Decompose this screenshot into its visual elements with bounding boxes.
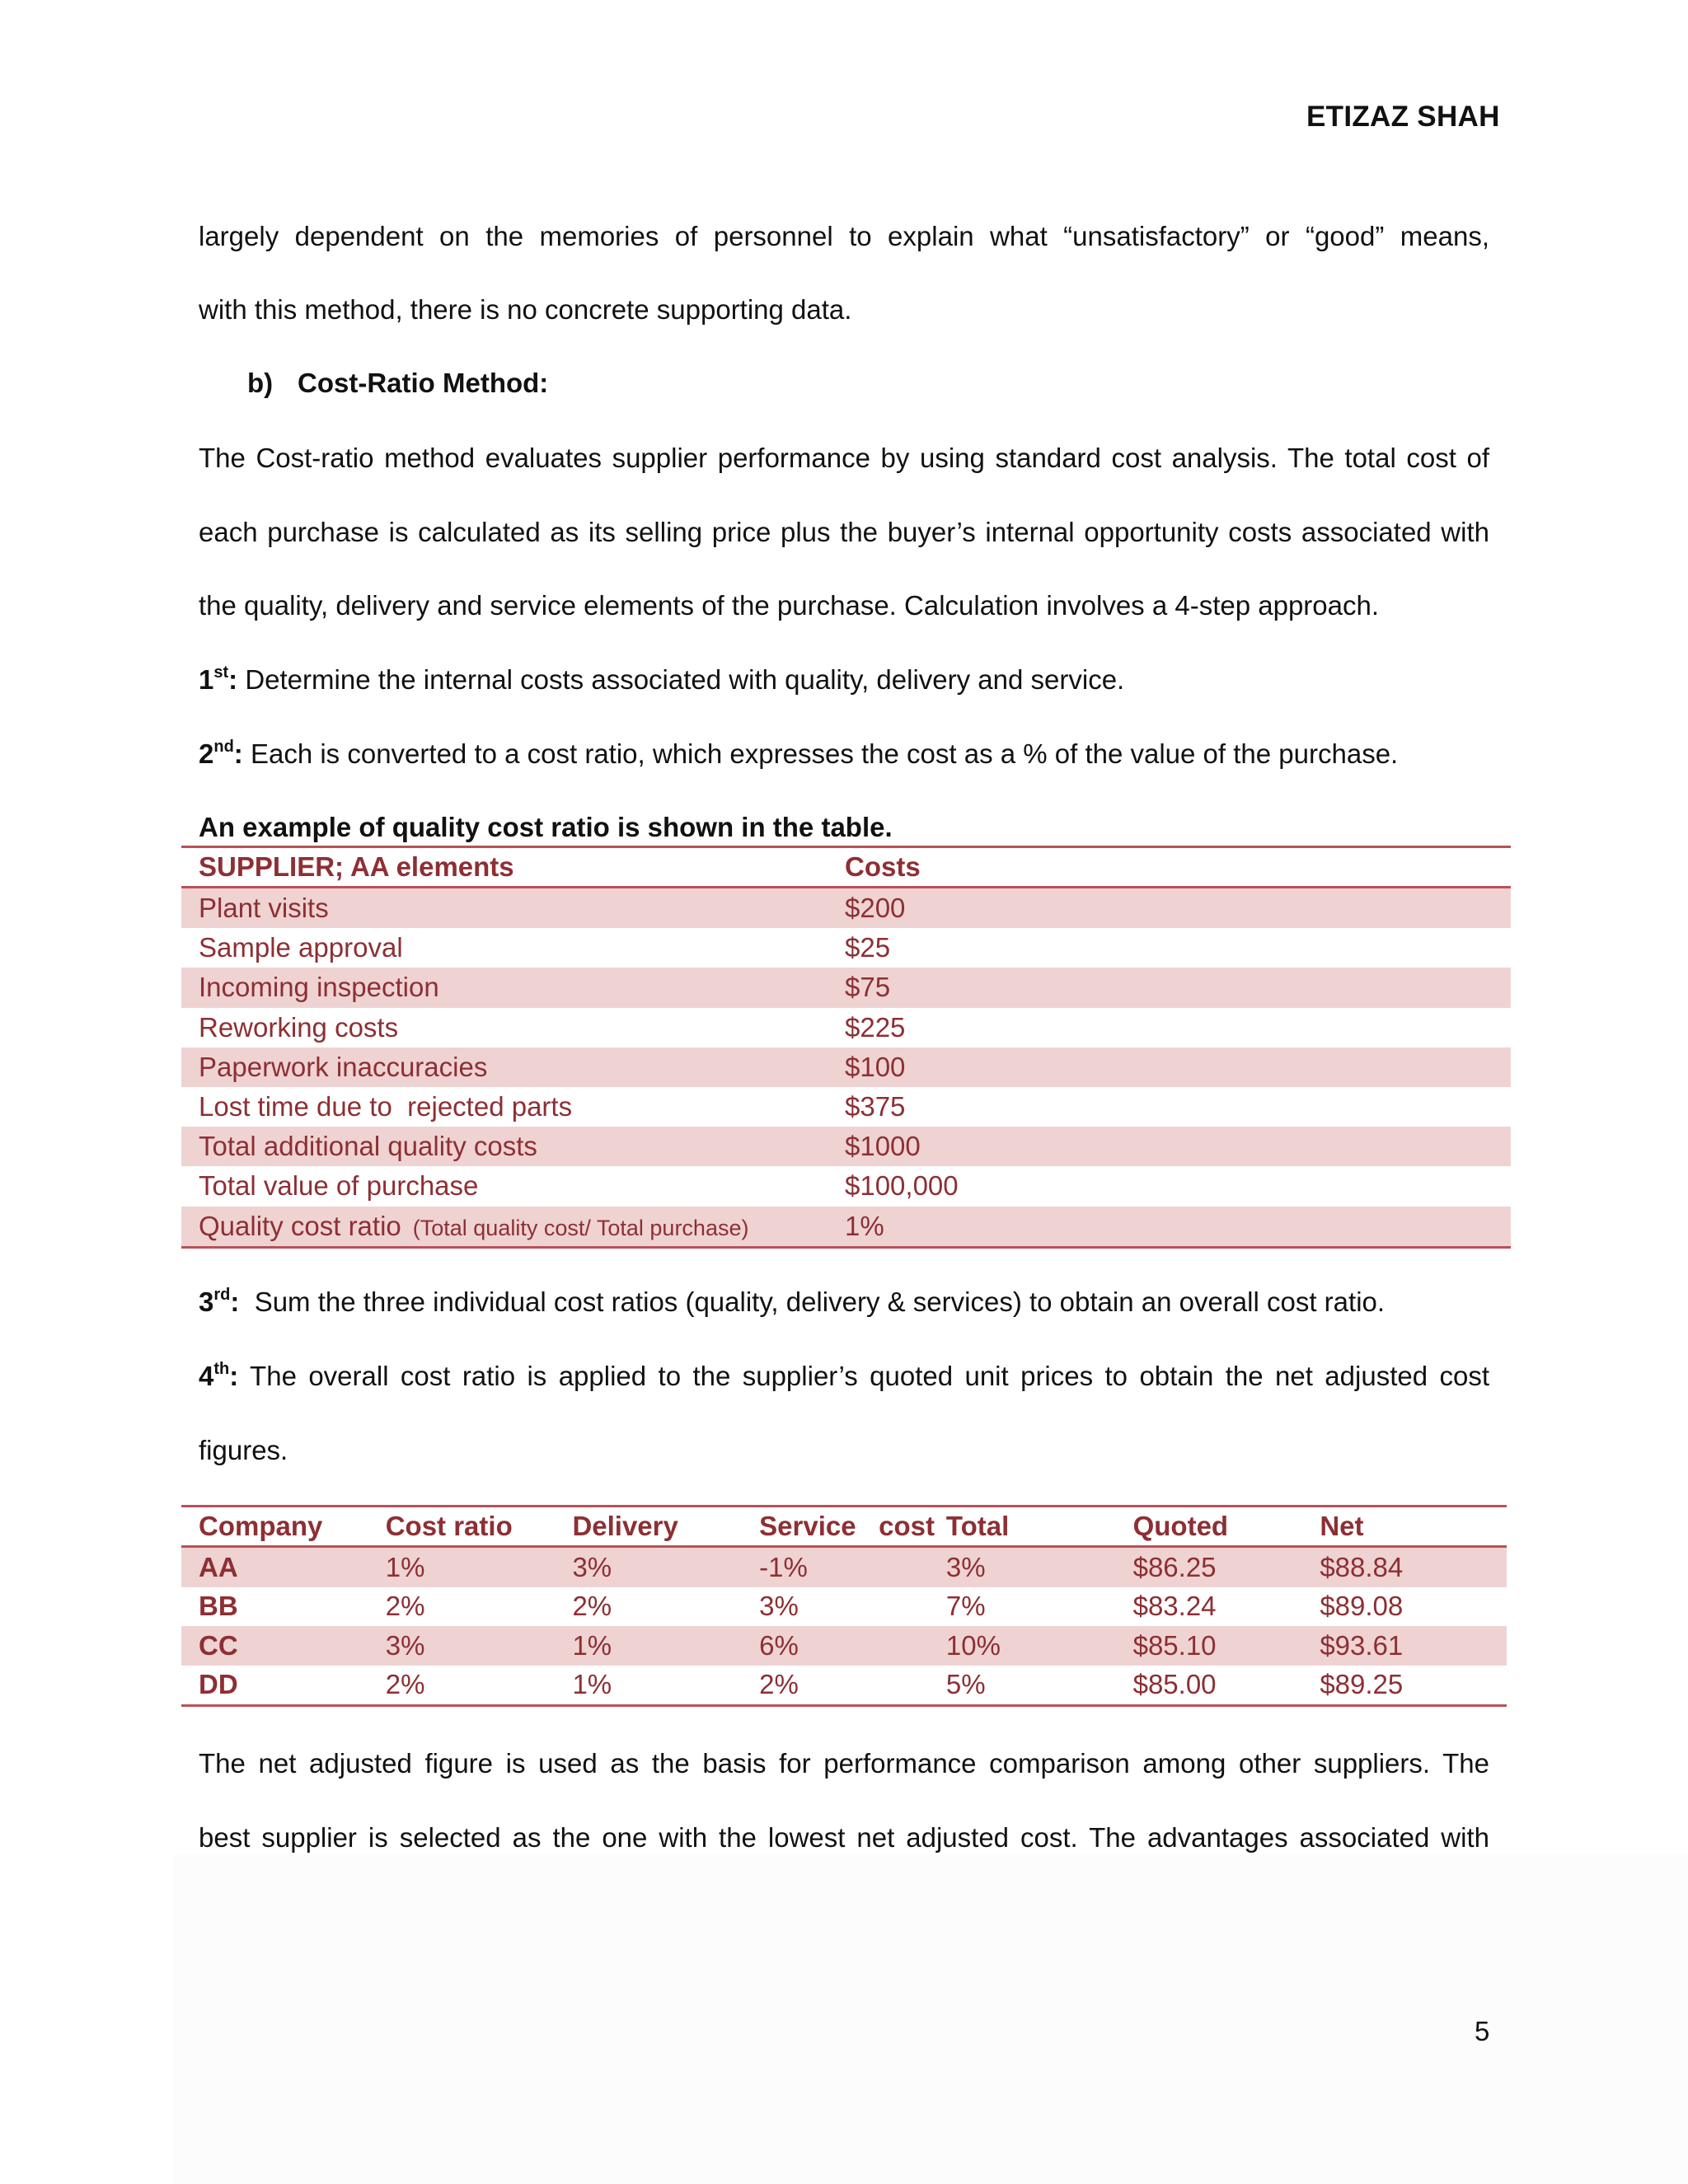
intro-line-2: with this method, there is no concrete supporting data.: [199, 294, 852, 325]
step-3: [199, 1286, 1489, 1319]
element-cell: [181, 1211, 845, 1242]
table-row: [181, 1047, 1511, 1087]
quality-table-caption: An example of quality cost ratio is shown in the table.: [199, 812, 893, 842]
element-cell: Total additional quality costs: [199, 1131, 537, 1162]
author-header: ETIZAZ SHAH: [1306, 101, 1500, 133]
element-cell: Lost time due to rejected parts: [199, 1091, 573, 1122]
step-4-number: 4th:: [199, 1360, 239, 1391]
header-cell: SUPPLIER; AA elements: [199, 851, 514, 882]
step-4: [199, 1360, 1489, 1393]
description-line-1: The Cost-ratio method evaluates supplier performance by using standard cost analysis. The total cost of: [199, 443, 1489, 473]
cost-cell: $225: [845, 1011, 906, 1043]
header-cell: Cost ratio: [385, 1511, 513, 1541]
intro-line-1: largely dependent on the memories of personnel to explain what “unsatisfactory” or “good” means,: [199, 221, 1489, 251]
company-cell: DD: [199, 1669, 238, 1700]
table-cell: $85.00: [1132, 1669, 1217, 1700]
header-cell: Quoted: [1132, 1511, 1229, 1541]
element-cell: Incoming inspection: [199, 972, 439, 1003]
table-row: [181, 968, 1511, 1007]
table-row: [181, 1008, 1511, 1047]
table-row: [181, 888, 1511, 928]
table-cell: -1%: [759, 1551, 808, 1582]
ratio-label: Quality cost ratio: [199, 1210, 401, 1241]
table-cell: 3%: [945, 1551, 986, 1582]
table-row: [181, 1548, 1507, 1587]
header-cell: Service cost: [759, 1511, 935, 1541]
step-3-text: Sum the three individual cost ratios (quality, delivery & services) to obtain an overall cost ratio.: [239, 1286, 1386, 1317]
table-cell: 1%: [572, 1629, 612, 1661]
cost-cell: $375: [845, 1091, 906, 1122]
conclusion-line-2: best supplier is selected as the one with the lowest net adjusted cost. The advantages associated with: [199, 1822, 1489, 1853]
step-4-text: The overall cost ratio is applied to the supplier’s quoted unit prices to obtain the net adjusted cost: [238, 1361, 1489, 1391]
table-row: [181, 1626, 1507, 1666]
company-cost-table: [181, 1505, 1507, 1707]
table-cell: 6%: [759, 1629, 799, 1661]
table-cell: $85.10: [1132, 1629, 1217, 1661]
table-row: [181, 1087, 1511, 1127]
step-2: [199, 738, 1489, 771]
conclusion-line-1: The net adjusted figure is used as the basis for performance comparison among other suppliers. The: [199, 1748, 1489, 1779]
element-cell: Reworking costs: [199, 1011, 399, 1043]
company-cell: CC: [199, 1629, 238, 1661]
table-cell: 2%: [759, 1669, 799, 1700]
element-cell: Sample approval: [199, 932, 403, 963]
table-cell: 5%: [945, 1669, 986, 1700]
company-table-header: [181, 1507, 1507, 1548]
table-cell: 3%: [572, 1551, 612, 1582]
page-bottom-tint: [173, 1854, 1688, 2184]
table-cell: $89.25: [1320, 1669, 1404, 1700]
description-line-2: each purchase is calculated as its selling price plus the buyer’s internal opportunity costs associated with: [199, 517, 1489, 547]
cost-cell: $200: [845, 893, 906, 924]
step-4-continued: figures.: [199, 1435, 288, 1465]
table-row: [181, 1166, 1511, 1206]
header-cell: Delivery: [572, 1511, 678, 1541]
element-cell: Plant visits: [199, 893, 329, 924]
table-row: [181, 1587, 1507, 1627]
quality-table-header: [181, 848, 1511, 888]
cost-cell: $1000: [845, 1131, 921, 1162]
element-cell: Paperwork inaccuracies: [199, 1051, 488, 1082]
header-cell: Costs: [845, 851, 921, 882]
header-cell: Total: [945, 1511, 1010, 1541]
cost-cell: $100,000: [845, 1170, 959, 1202]
table-cell: $88.84: [1320, 1551, 1404, 1582]
table-cell: $93.61: [1320, 1629, 1404, 1661]
step-2-text: Each is converted to a cost ratio, which expresses the cost as a % of the value of the purchase.: [242, 738, 1399, 769]
ratio-note: (Total quality cost/ Total purchase): [412, 1215, 749, 1240]
table-row: [181, 928, 1511, 968]
table-cell: 1%: [572, 1669, 612, 1700]
step-1-number: 1st:: [199, 663, 238, 695]
page-number: 5: [1475, 2016, 1490, 2046]
section-title: Cost-Ratio Method:: [298, 368, 549, 398]
table-row: [181, 1666, 1507, 1705]
company-cell: AA: [199, 1551, 238, 1582]
description-line-3: the quality, delivery and service elements of the purchase. Calculation involves a 4-step approach.: [199, 590, 1380, 621]
table-cell: 2%: [385, 1591, 425, 1622]
header-cell: Net: [1320, 1511, 1364, 1541]
table-cell: $89.08: [1320, 1591, 1404, 1622]
step-1: [199, 663, 1489, 696]
table-cell: $86.25: [1132, 1551, 1217, 1582]
section-heading: [247, 368, 548, 399]
element-cell: Total value of purchase: [199, 1170, 479, 1202]
cost-cell: $100: [845, 1051, 906, 1082]
header-cell: Company: [199, 1511, 323, 1541]
step-1-text: Determine the internal costs associated with quality, delivery and service.: [237, 664, 1125, 695]
table-cell: 3%: [759, 1591, 799, 1622]
step-3-number: 3rd:: [199, 1286, 240, 1317]
table-cell: 2%: [572, 1591, 612, 1622]
cost-cell: 1%: [845, 1210, 884, 1241]
cost-cell: $75: [845, 972, 891, 1003]
quality-cost-table: [181, 846, 1511, 1249]
table-row: [181, 1207, 1511, 1246]
table-cell: 10%: [945, 1629, 1001, 1661]
cost-cell: $25: [845, 932, 891, 963]
table-cell: 3%: [385, 1629, 425, 1661]
table-cell: $83.24: [1132, 1591, 1217, 1622]
table-cell: 7%: [945, 1591, 986, 1622]
table-row: [181, 1127, 1511, 1166]
step-2-number: 2nd:: [199, 738, 243, 769]
section-marker: b): [247, 368, 274, 398]
company-cell: BB: [199, 1591, 238, 1622]
table-cell: 1%: [385, 1551, 425, 1582]
table-cell: 2%: [385, 1669, 425, 1700]
